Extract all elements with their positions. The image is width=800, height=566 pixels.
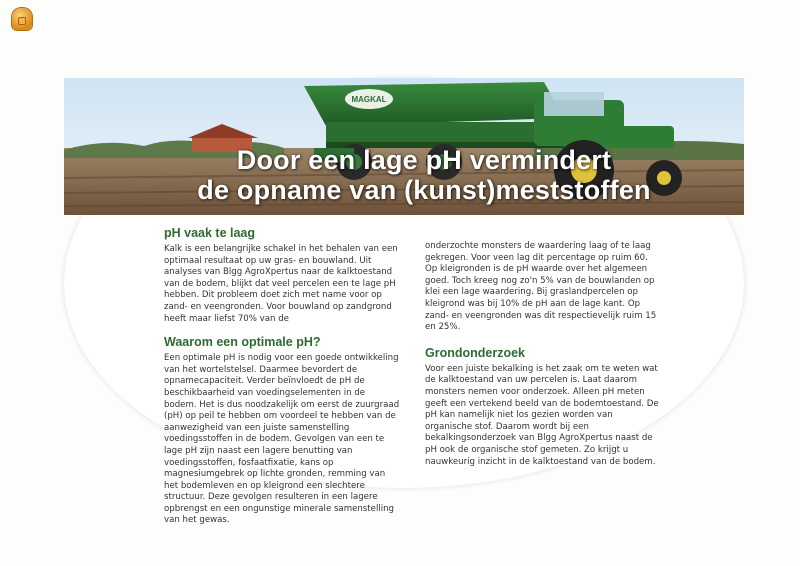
orange-lock-icon <box>12 8 32 30</box>
section-body-soil-research: Voor een juiste bekalking is het zaak om te weten wat de kalktoestand van uw percelen is. Laat daarom monsters nemen voor onderzoek. Alleen pH meten geeft een vertekend beeld van de bodemtoestand. De pH kan namelijk niet los gezien worden van organische stof. Daarom wordt bij een bekalkingsonderzoek van Blgg AgroXpertus naast de pH ook de organische stof gemeten. Zo krijgt u nauwkeurig inzicht in de kalktoestand van de bodem. <box>425 363 659 467</box>
brand-logo: MAGKAL <box>351 95 387 104</box>
leaflet-page <box>64 78 744 526</box>
section-heading-ph-low: pH vaak te laag <box>164 226 256 240</box>
section-body-optimal-ph: Een optimale pH is nodig voor een goede ontwikkeling van het wortelstelsel. Daarmee bevordert de opnamecapaciteit. Verder beïnvloedt de pH de beschikbaarheid van voedingselementen in de bodem. Het is dus noodzakelijk om eerst de zuurgraad (pH) op peil te hebben om voordeel te hebben van de aanwezigheid van een juiste samenstelling voedingsstoffen in de bodem. Gevolgen van een te lage pH zijn naast een lagere benutting van voedingsstoffen, fosfaatfixatie, kans op magnesiumgebrek op lichte gronden, remming van het bodemleven en op kleigrond een slechtere structuur. Deze gevolgen resulteren in een lagere opbrengst en een ongunstige minerale samenstelling van het gewas. <box>164 353 400 526</box>
right-column <box>425 241 661 468</box>
left-column <box>164 226 400 527</box>
headline-line-1: Door een lage pH vermindert <box>236 145 612 175</box>
headline <box>164 145 684 205</box>
headline-line-2: de opname van (kunst)meststoffen <box>197 175 651 205</box>
section-heading-soil-research: Grondonderzoek <box>425 345 526 360</box>
section-body-ph-low-continued: onderzochte monsters de waardering laag of te laag gekregen. Voor veen lag dit percentage op ruim 60. Op kleigronden is de pH waarde over het algemeen goed. Toch kreeg nog zo'n 5% van de bouwlanden op klei een lage waardering. Bij graslandpercelen op kleigrond was bij 10% de pH aan de lage kant. Op zand- en veengronden was dit respectievelijk ruim 15 en 25%. <box>425 241 657 333</box>
section-body-ph-low: Kalk is een belangrijke schakel in het behalen van een optimaal resultaat op uw gras- en bouwland. Uit analyses van Blgg AgroXpertus naar de kalktoestand van de bodem, blijkt dat veel percelen een te lage pH hebben. Dit probleem doet zich met name voor op zand- en veengronden. Voor bouwland op zandgrond heeft maar liefst 70% van de <box>164 244 398 324</box>
section-heading-optimal-ph: Waarom een optimale pH? <box>164 335 321 350</box>
